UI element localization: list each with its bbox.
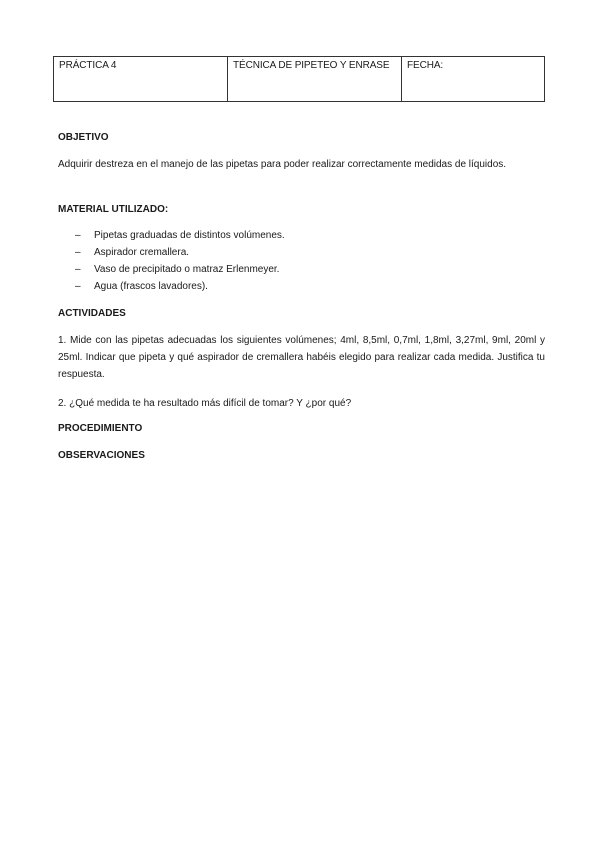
procedure-heading: PROCEDIMIENTO [58,423,143,434]
materials-list-item [58,244,545,261]
bullet-dash: – [75,247,81,258]
materials-heading: MATERIAL UTILIZADO: [58,204,169,215]
header-table [53,56,545,102]
material-label: Pipetas graduadas de distintos volúmenes. [94,230,285,241]
material-label: Vaso de precipitado o matraz Erlenmeyer. [94,264,280,275]
material-label: Agua (frascos lavadores). [94,281,208,292]
materials-list-item [58,278,545,295]
materials-list-item [58,227,545,244]
material-label: Aspirador cremallera. [94,247,190,258]
bullet-dash: – [75,264,81,275]
practice-cell: PRÁCTICA 4 [54,57,228,102]
objective-text: Adquirir destreza en el manejo de las pipetas para poder realizar correctamente medidas de líquidos. [58,159,507,170]
date-cell: FECHA: [402,57,545,102]
materials-list-item [58,261,545,278]
bullet-dash: – [75,281,81,292]
activity-item-2: 2. ¿Qué medida te ha resultado más difícil de tomar? Y ¿por qué? [58,398,352,409]
observations-heading: OBSERVACIONES [58,450,145,461]
activity-item-1: 1. Mide con las pipetas adecuadas los siguientes volúmenes; 4ml, 8,5ml, 0,7ml, 1,8ml, 3,27ml, 9ml, 20ml y 25ml. Indicar que pipeta y qué aspirador de cremallera habéis elegido para realizar cada medida. Justifica tu respuesta. [58,335,545,380]
materials-list [58,227,545,295]
bullet-dash: – [75,230,81,241]
technique-cell: TÉCNICA DE PIPETEO Y ENRASE [228,57,402,102]
objective-heading: OBJETIVO [58,132,109,143]
activities-heading: ACTIVIDADES [58,308,126,319]
